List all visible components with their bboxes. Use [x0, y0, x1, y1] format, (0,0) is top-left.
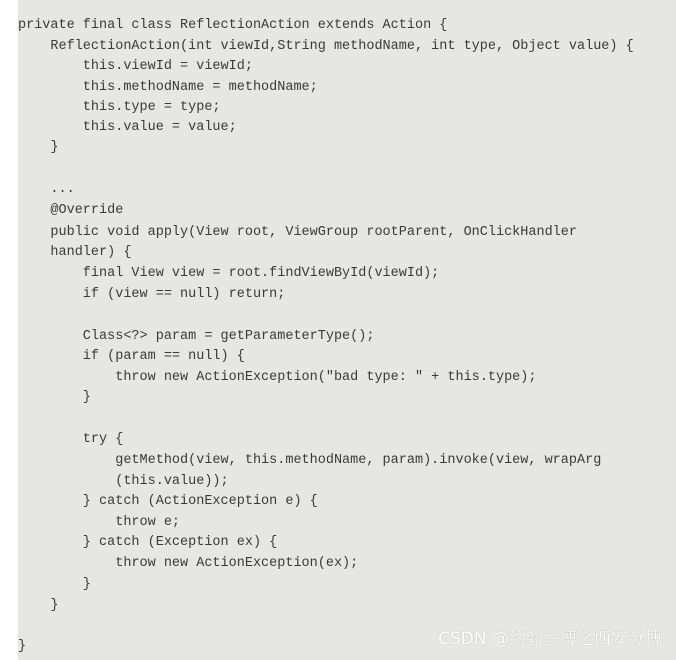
- code-line: this.type = type;: [18, 100, 221, 115]
- code-line: } catch (ActionException e) {: [18, 494, 318, 509]
- code-line: }: [18, 639, 27, 654]
- code-line: } catch (Exception ex) {: [18, 535, 278, 550]
- code-line: throw new ActionException("bad type: " + this.type);: [18, 370, 537, 385]
- code-line: throw new ActionException(ex);: [18, 556, 359, 571]
- code-line: }: [18, 140, 59, 155]
- code-line: public void apply(View root, ViewGroup rootParent, OnClickHandler: [18, 225, 577, 240]
- code-line: if (param == null) {: [18, 349, 245, 364]
- code-line: this.viewId = viewId;: [18, 59, 253, 74]
- code-line: this.methodName = methodName;: [18, 80, 318, 95]
- code-line: handler) {: [18, 245, 132, 260]
- code-line: this.value = value;: [18, 120, 237, 135]
- code-line: ...: [18, 182, 75, 197]
- code-line: getMethod(view, this.methodName, param).invoke(view, wrapArg: [18, 453, 602, 468]
- code-line: if (view == null) return;: [18, 287, 286, 302]
- code-line: }: [18, 390, 91, 405]
- code-line: try {: [18, 432, 124, 447]
- watermark: CSDN @约翰兰博之西安分博: [438, 629, 662, 649]
- code-line: (this.value));: [18, 474, 229, 489]
- code-block: [18, 0, 676, 660]
- code-line: }: [18, 577, 91, 592]
- code-line: private final class ReflectionAction extends Action {: [18, 18, 448, 33]
- code-line: ReflectionAction(int viewId,String methodName, int type, Object value) {: [18, 39, 634, 54]
- code-line: }: [18, 598, 59, 613]
- code-line: @Override: [18, 203, 124, 218]
- code-line: final View view = root.findViewById(viewId);: [18, 266, 440, 281]
- code-line: Class<?> param = getParameterType();: [18, 329, 375, 344]
- code-line: throw e;: [18, 515, 181, 530]
